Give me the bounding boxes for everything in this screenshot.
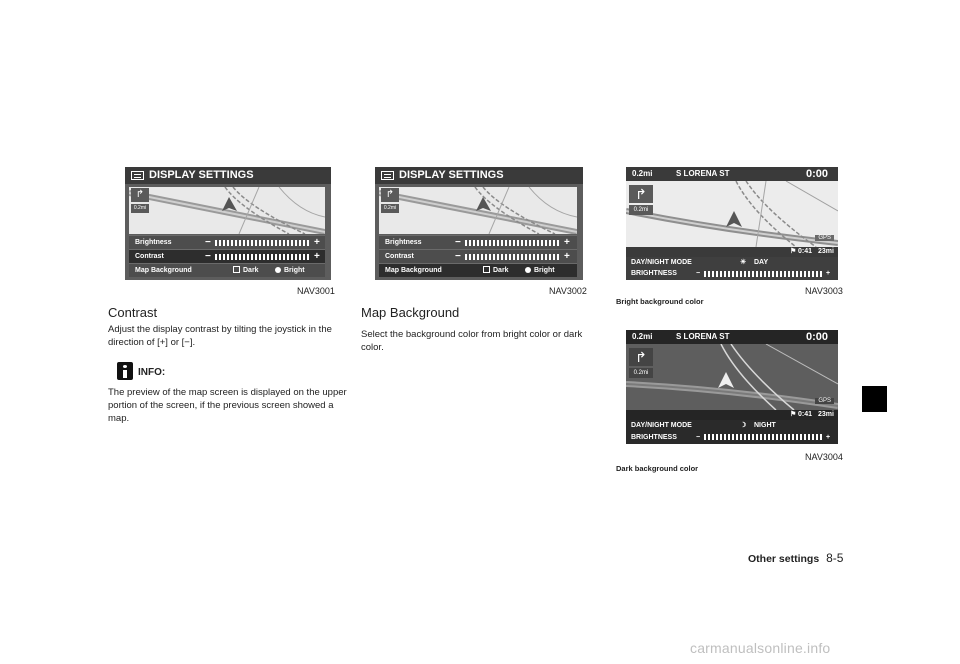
figure-caption: Dark background color	[616, 464, 699, 473]
contrast-row[interactable]: Contrast − +	[129, 249, 325, 263]
remaining-distance: 23mi	[818, 248, 834, 255]
info-icon	[117, 362, 133, 380]
info-description: The preview of the map screen is displayed on the upper portion of the screen, if the previous screen showed a map.	[108, 387, 347, 424]
map-preview	[129, 187, 325, 234]
page-number: 8-5	[826, 551, 844, 565]
map-scale-badge: 0.2mi	[381, 204, 399, 213]
contrast-level-bar	[465, 254, 561, 260]
map-background-description: Select the background color from bright color or dark color.	[361, 329, 583, 353]
increase-icon: +	[826, 270, 831, 277]
screen-title-bar	[375, 167, 583, 184]
mode-value: DAY	[754, 259, 769, 266]
section-heading-map-background: Map Background	[361, 305, 460, 320]
contrast-row[interactable]: Contrast − +	[379, 249, 577, 263]
day-night-mode-row[interactable]: DAY/NIGHT MODE ☽ NIGHT	[626, 420, 838, 431]
eta: 0:41	[798, 248, 813, 255]
display-settings-screenshot-map-background	[375, 167, 583, 280]
watermark: carmanualsonline.info	[690, 640, 831, 656]
figure-caption: Bright background color	[616, 297, 704, 306]
eta: 0:41	[798, 411, 813, 418]
navigation-screenshot-dark	[626, 330, 838, 444]
checkbox-icon	[233, 266, 240, 273]
chapter-tab-marker	[862, 386, 887, 412]
turn-arrow-icon: ↱	[629, 185, 653, 203]
decrease-icon: −	[455, 237, 461, 248]
figure-label: NAV3004	[805, 452, 843, 462]
map-view	[626, 181, 838, 247]
increase-icon: +	[314, 237, 320, 248]
route-info-bar	[626, 410, 838, 420]
decrease-icon: −	[696, 270, 701, 277]
settings-list-icon	[131, 171, 144, 180]
decrease-icon: −	[205, 251, 211, 262]
increase-icon: +	[314, 251, 320, 262]
flag-icon: ⚑	[790, 411, 797, 418]
guidance-top-bar	[626, 167, 838, 181]
section-heading-contrast: Contrast	[108, 305, 158, 320]
settings-list-icon	[381, 171, 394, 180]
increase-icon: +	[564, 251, 570, 262]
brightness-level-bar	[704, 271, 822, 277]
turn-arrow-icon: ↱	[131, 188, 149, 202]
increase-icon: +	[564, 237, 570, 248]
flag-icon: ⚑	[790, 248, 797, 255]
route-info-bar	[626, 247, 838, 257]
decrease-icon: −	[455, 251, 461, 262]
street-name: S LORENA ST	[676, 169, 730, 178]
map-scale-badge: 0.2mi	[131, 204, 149, 213]
brightness-row[interactable]: BRIGHTNESS − +	[626, 268, 838, 280]
navigation-screenshot-bright	[626, 167, 838, 280]
screen-title-bar	[125, 167, 331, 184]
map-roads	[626, 344, 838, 410]
street-name: S LORENA ST	[676, 332, 730, 341]
option-bright[interactable]: Bright	[275, 264, 305, 278]
day-night-mode-row[interactable]: DAY/NIGHT MODE ☀ DAY	[626, 257, 838, 268]
guidance-top-bar	[626, 330, 838, 344]
map-view	[626, 344, 838, 410]
gps-indicator: GPS	[815, 235, 834, 241]
map-background-row[interactable]: Map Background Dark Bright	[129, 263, 325, 277]
decrease-icon: −	[205, 237, 211, 248]
figure-label: NAV3003	[805, 286, 843, 296]
increase-icon: +	[826, 434, 831, 441]
footer-section-title: Other settings	[748, 553, 820, 565]
decrease-icon: −	[696, 434, 701, 441]
contrast-level-bar	[215, 254, 311, 260]
sun-icon: ☀	[740, 259, 747, 266]
page-footer	[748, 551, 843, 565]
map-roads	[129, 187, 325, 234]
brightness-row[interactable]: BRIGHTNESS − +	[626, 431, 838, 444]
brightness-level-bar	[215, 240, 311, 246]
distance-to-turn: 0.2mi	[632, 332, 653, 341]
selected-dot-icon	[275, 267, 281, 273]
distance-to-turn: 0.2mi	[632, 169, 653, 178]
screen-title: DISPLAY SETTINGS	[399, 169, 504, 181]
screen-title: DISPLAY SETTINGS	[149, 169, 254, 181]
brightness-row[interactable]: Brightness − +	[379, 235, 577, 249]
map-background-row[interactable]: Map Background Dark Bright	[379, 263, 577, 277]
figure-label: NAV3002	[549, 286, 587, 296]
brightness-level-bar	[465, 240, 561, 246]
brightness-row[interactable]: Brightness − +	[129, 235, 325, 249]
figure-label: NAV3001	[297, 286, 335, 296]
option-dark[interactable]: Dark	[483, 264, 509, 278]
info-title: INFO:	[138, 367, 166, 378]
turn-scale-badge: 0.2mi	[629, 205, 653, 215]
remaining-distance: 23mi	[818, 411, 834, 418]
turn-scale-badge: 0.2mi	[629, 368, 653, 378]
brightness-level-bar	[704, 434, 822, 440]
option-dark[interactable]: Dark	[233, 264, 259, 278]
clock: 0:00	[805, 331, 828, 343]
option-bright[interactable]: Bright	[525, 264, 555, 278]
map-preview	[379, 187, 577, 234]
turn-arrow-icon: ↱	[629, 348, 653, 366]
map-roads	[379, 187, 577, 234]
clock: 0:00	[805, 168, 828, 180]
gps-indicator: GPS	[815, 398, 834, 404]
moon-icon: ☽	[740, 422, 747, 429]
contrast-description: Adjust the display contrast by tilting the joystick in the direction of [+] or [−].	[108, 324, 332, 348]
display-settings-screenshot-contrast	[125, 167, 331, 280]
checkbox-icon	[483, 266, 490, 273]
selected-dot-icon	[525, 267, 531, 273]
map-roads	[626, 181, 838, 247]
mode-value: NIGHT	[754, 422, 776, 429]
turn-arrow-icon: ↱	[381, 188, 399, 202]
